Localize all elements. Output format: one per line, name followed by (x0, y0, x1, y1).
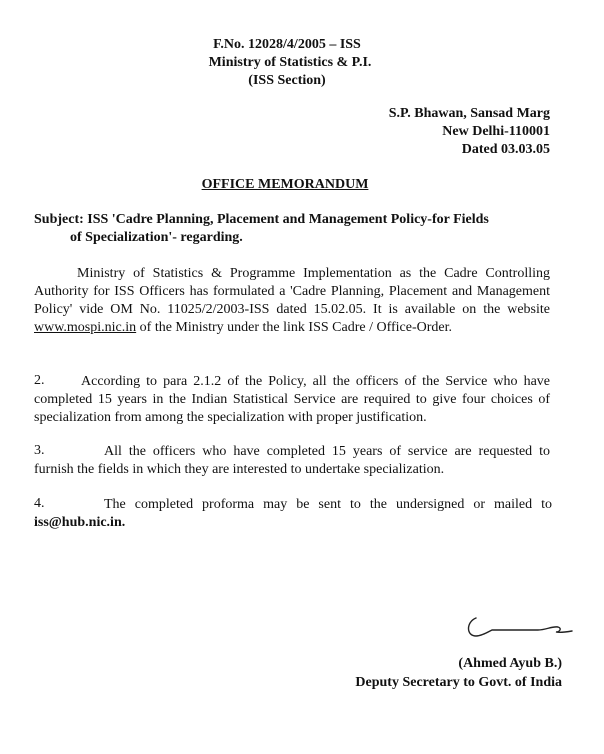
paragraph-4 (34, 496, 552, 532)
subject-line-2: of Specialization'- regarding. (70, 230, 243, 245)
dated-line: Dated 03.03.05 (461, 142, 550, 157)
signatory-name: (Ahmed Ayub B.) (458, 656, 562, 671)
subject-line-1: Subject: ISS 'Cadre Planning, Placement and Management Policy-for Fields (34, 212, 489, 227)
handwritten-signature (462, 612, 574, 642)
paragraph-4-text: The completed proforma may be sent to the undersigned or mailed to (104, 497, 552, 512)
paragraph-1-text: Ministry of Statistics & Programme Implementation as the Cadre Controlling Authority for ISS Officers has formulated a 'Cadre Planning, Placement and Management Policy' vide OM No. 11025/2/2003-ISS dated 15.02.05. It is available on the website (34, 266, 550, 317)
memo-title: OFFICE MEMORANDUM (201, 177, 369, 192)
paragraph-1 (34, 265, 550, 337)
paragraph-3: All the officers who have completed 15 years of service are requested to furnish the fields in which they are interested to undertake specialization. (34, 444, 550, 477)
email-link[interactable]: iss@hub.nic.in. (34, 515, 126, 530)
address-line-2: New Delhi-110001 (442, 124, 550, 139)
paragraph-2-number: 2. (34, 373, 45, 388)
ministry-name: Ministry of Statistics & P.I. (208, 55, 372, 70)
section-name: (ISS Section) (248, 73, 326, 88)
address-line-1: S.P. Bhawan, Sansad Marg (388, 106, 550, 121)
signatory-designation: Deputy Secretary to Govt. of India (355, 675, 562, 690)
paragraph-2: According to para 2.1.2 of the Policy, all the officers of the Service who have completed 15 years in the Indian Statistical Service are required to give four choices of specialization from among the specialization with proper justification. (34, 374, 550, 425)
paragraph-1-text-end: of the Ministry under the link ISS Cadre / Office-Order. (136, 320, 452, 335)
paragraph-3-number: 3. (34, 443, 45, 458)
paragraph-4-number: 4. (34, 496, 45, 511)
file-number: F.No. 12028/4/2005 – ISS (213, 37, 361, 52)
website-link[interactable]: www.mospi.nic.in (34, 320, 137, 335)
